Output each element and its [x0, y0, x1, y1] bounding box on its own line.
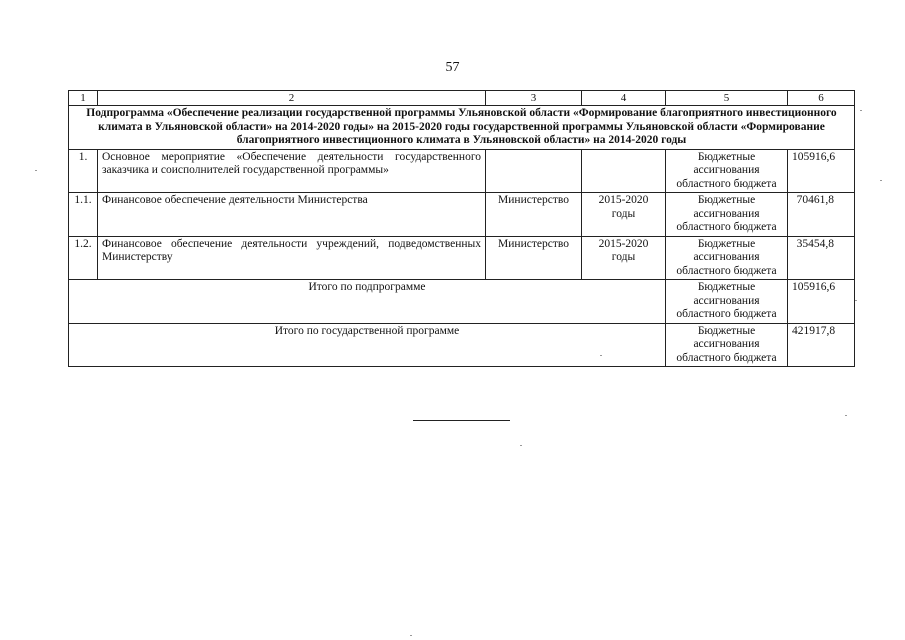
- column-header: 6: [788, 91, 855, 106]
- scan-speck: [410, 635, 412, 636]
- row-source: Бюджетные ассигнования областного бюджета: [666, 193, 788, 237]
- row-number: 1.1.: [69, 193, 98, 237]
- total-amount: 421917,8: [788, 323, 855, 367]
- scan-speck: [35, 170, 37, 171]
- scan-speck: [845, 415, 847, 416]
- row-period: 2015-2020 годы: [582, 193, 666, 237]
- row-source: Бюджетные ассигнования областного бюджета: [666, 149, 788, 193]
- table-row: [69, 149, 855, 193]
- row-name: Финансовое обеспечение деятельности учреждений, подведомственных Министерству: [98, 236, 486, 280]
- scan-speck: [520, 445, 522, 446]
- row-number: 1.: [69, 149, 98, 193]
- row-number: 1.2.: [69, 236, 98, 280]
- scan-speck: [600, 355, 602, 356]
- total-row-program: [69, 323, 855, 367]
- total-label: Итого по государственной программе: [69, 323, 666, 367]
- column-header: 3: [486, 91, 582, 106]
- page-number: 57: [445, 60, 460, 75]
- total-source: Бюджетные ассигнования областного бюджета: [666, 323, 788, 367]
- row-source: Бюджетные ассигнования областного бюджета: [666, 236, 788, 280]
- row-amount: 35454,8: [788, 236, 855, 280]
- table-row: [69, 236, 855, 280]
- column-header-row: [69, 91, 855, 106]
- row-executor: [486, 149, 582, 193]
- total-amount: 105916,6: [788, 280, 855, 324]
- table-row: [69, 193, 855, 237]
- row-period: [582, 149, 666, 193]
- total-row-subprogram: [69, 280, 855, 324]
- row-period: 2015-2020 годы: [582, 236, 666, 280]
- scan-speck: [880, 180, 882, 181]
- column-header: 5: [666, 91, 788, 106]
- row-executor: Министерство: [486, 236, 582, 280]
- column-header: 2: [98, 91, 486, 106]
- subprogram-title: Подпрограмма «Обеспечение реализации государственной программы Ульяновской области «Формирование благоприятного инвестиционного климата в Ульяновской области» на 2014-2020 годы» на 2015-2020 годы государственной программы Ульяновской области «Формирование благоприятного инвестиционного климата в Ульяновской области» на 2014-2020 годы: [69, 106, 855, 150]
- end-rule: [413, 420, 510, 421]
- scan-speck: [855, 300, 857, 301]
- budget-table: [68, 90, 855, 367]
- scan-speck: [860, 110, 862, 111]
- row-name: Основное мероприятие «Обеспечение деятельности государственного заказчика и соисполнителей государственной программы»: [98, 149, 486, 193]
- total-label: Итого по подпрограмме: [69, 280, 666, 324]
- column-header: 1: [69, 91, 98, 106]
- row-amount: 70461,8: [788, 193, 855, 237]
- column-header: 4: [582, 91, 666, 106]
- total-source: Бюджетные ассигнования областного бюджета: [666, 280, 788, 324]
- subprogram-title-row: [69, 106, 855, 150]
- row-name: Финансовое обеспечение деятельности Министерства: [98, 193, 486, 237]
- row-amount: 105916,6: [788, 149, 855, 193]
- row-executor: Министерство: [486, 193, 582, 237]
